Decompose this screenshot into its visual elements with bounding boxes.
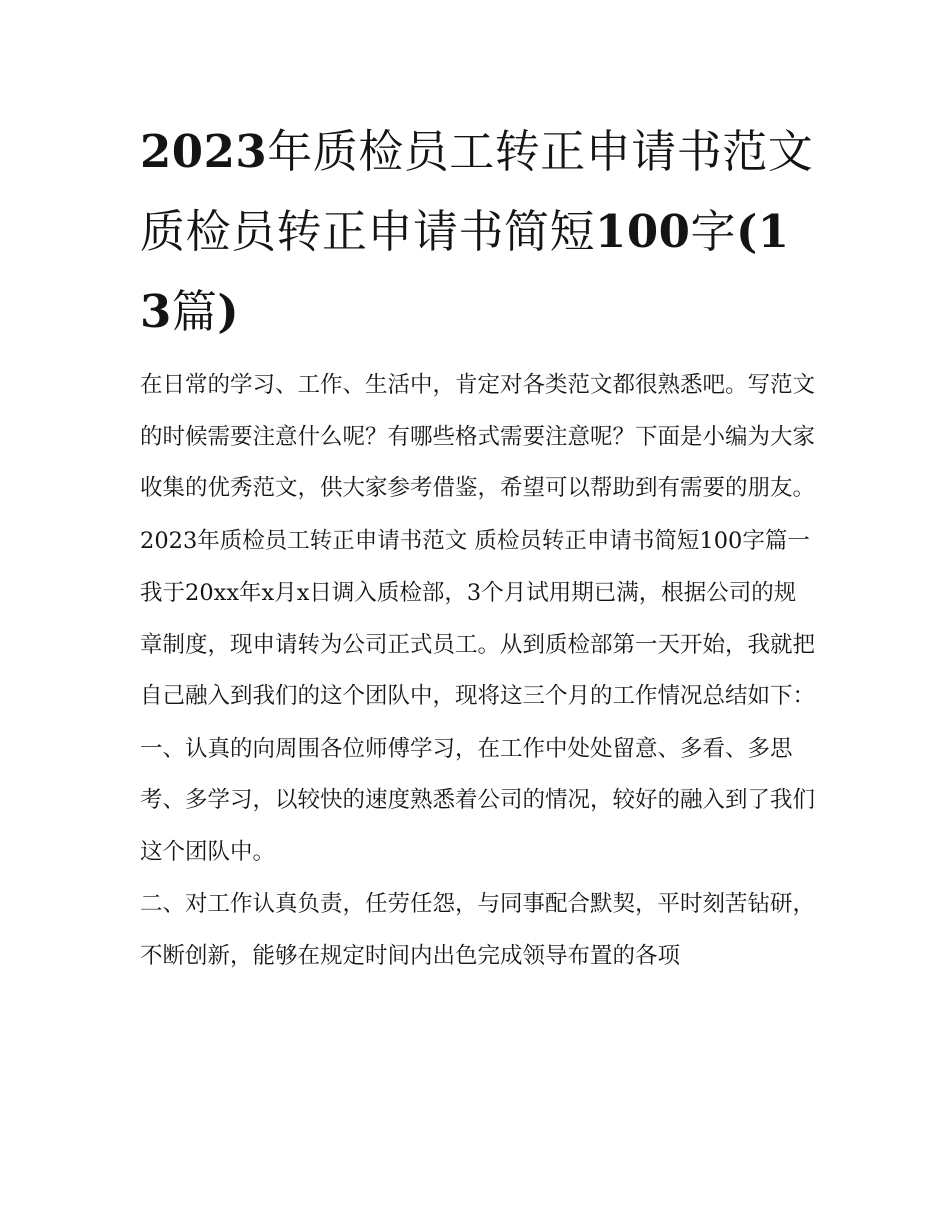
title-number: 100 xyxy=(595,205,691,258)
title-year: 2023 xyxy=(140,125,268,178)
document-content xyxy=(140,112,815,983)
title-close-paren: ) xyxy=(217,285,240,338)
body-paragraph-3: 二、对工作认真负责，任劳任怨，与同事配合默契，平时刻苦钻研，不断创新，能够在规定时间内出色完成领导布置的各项 xyxy=(140,891,816,969)
title-text: 年质检员工转正申请书范文 质检员转正申请书简短 xyxy=(140,125,814,258)
section-heading: 2023年质检员工转正申请书范文 质检员转正申请书简短100字篇一 xyxy=(140,527,810,554)
body-paragraph-1: 我于20xx年x月x日调入质检部，3个月试用期已满，根据公司的规章制度，现申请转为公司正式员工。从到质检部第一天开始，我就把自己融入到我们的这个团队中，现将这三个月的工作情况总结如下： xyxy=(140,580,816,709)
document-title xyxy=(140,112,815,352)
title-char: 字 xyxy=(690,205,736,258)
document-body xyxy=(140,360,815,982)
body-paragraph-2: 一、认真的向周围各位师傅学习，在工作中处处留意、多看、多思考、多学习，以较快的速度熟悉着公司的情况，较好的融入到了我们这个团队中。 xyxy=(140,735,816,865)
title-count: (13 xyxy=(140,205,790,338)
title-unit: 篇 xyxy=(171,285,218,338)
intro-paragraph: 在日常的学习、工作、生活中，肯定对各类范文都很熟悉吧。写范文的时候需要注意什么呢？有哪些格式需要注意呢？下面是小编为大家收集的优秀范文，供大家参考借鉴，希望可以帮助到有需要的朋友。 xyxy=(140,372,816,501)
